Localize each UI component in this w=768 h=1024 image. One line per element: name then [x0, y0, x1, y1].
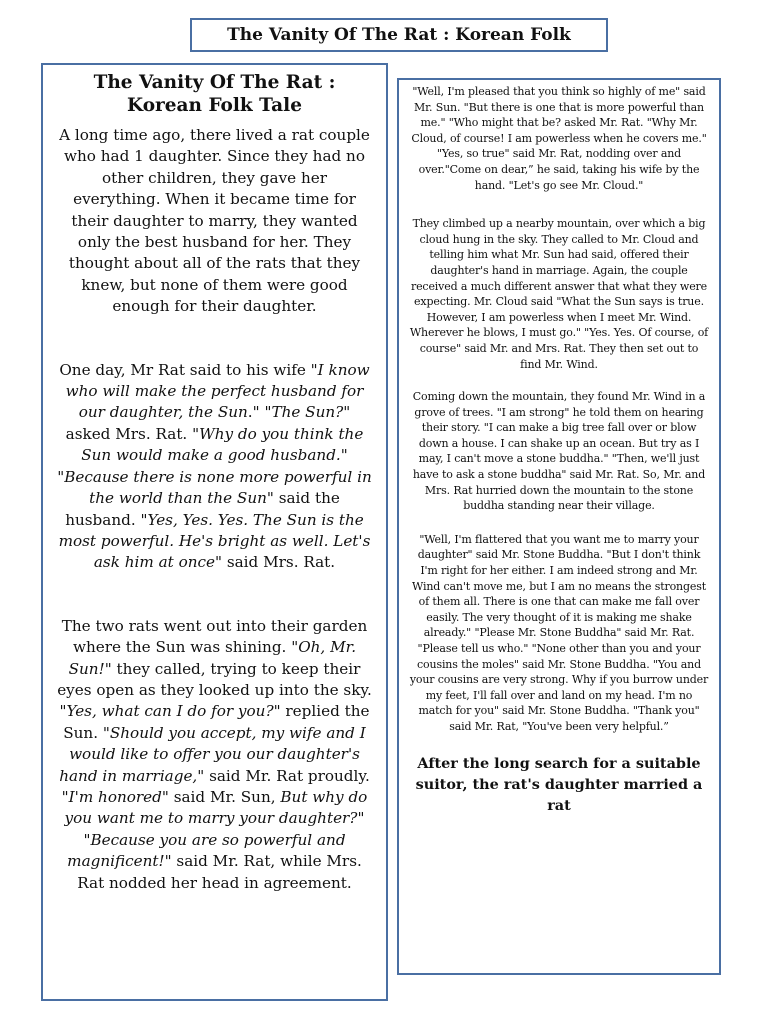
right-paragraph-3: Coming down the mountain, they found Mr. Wind in a grove of trees. "I am strong" he told them on hearing their story. "I can make a big tree fall over or blow down a house. I can shake up an ocean. But try as I may, I can't move a stone buddha." "Then, we'll just have to ask a stone buddha" said Mr. Rat. So, Mr. and Mrs. Rat hurried down the mountain to the stone buddha standing near their village. — [412, 390, 706, 513]
italic-text-segment: Because you are so powerful and magnificent! — [67, 830, 346, 871]
text-segment: " said Mrs. Rat. — [215, 553, 336, 572]
document-header — [190, 18, 608, 52]
italic-text-segment: But why do you want me to marry your daughter? — [64, 787, 368, 828]
italic-text-segment: I know who will make the perfect husband for our daughter, the Sun — [65, 360, 370, 422]
text-segment: " said Mr. Sun, — [161, 787, 281, 806]
left-paragraph-1: A long time ago, there lived a rat couple who had 1 daughter. Since they had no other children, they gave her everything. When it became time for their daughter to marry, they wanted only the best husband for her. They thought about all of the rats that they knew, but none of them were good enough for their daughter. — [59, 126, 370, 316]
text-segment: " said Mr. Rat proudly. " — [61, 766, 370, 806]
story-title: The Vanity Of The Rat : Korean Folk Tale — [93, 72, 336, 116]
text-segment: " " — [57, 446, 348, 486]
italic-text-segment: Because there is none more powerful in the world than the Sun — [64, 467, 372, 508]
left-paragraph-3 — [57, 616, 372, 894]
right-column — [397, 78, 721, 975]
left-paragraph-2 — [57, 360, 372, 574]
text-segment: ." " — [247, 403, 272, 422]
italic-text-segment: Yes, what can I do for you? — [66, 702, 274, 721]
right-paragraph-4: "Well, I'm flattered that you want me to marry your daughter" said Mr. Stone Buddha. "But I don't think I'm right for her either. I am indeed strong and Mr. Wind can't move me, but I am no means the strongest of them all. There is one that can make me fall over easily. The very thought of it is making me shake already." "Please Mr. Stone Buddha" said Mr. Rat. "Please tell us who." "None other than you and your cousins the moles" said Mr. Stone Buddha. "You and your cousins are very strong. Why if you burrow under my feet, I'll fall over and land on my head. I'm no match for you" said Mr. Stone Buddha. "Thank you" said Mr. Rat, "You've been very helpful.” — [409, 532, 709, 733]
text-segment: " said Mr. Rat, while Mrs. Rat nodded her head in agreement. — [77, 852, 362, 892]
text-segment: " " — [83, 809, 365, 849]
right-paragraph-1: "Well, I'm pleased that you think so highly of me" said Mr. Sun. "But there is one that is more powerful than me." "Who might that be? asked Mr. Rat. "Why Mr. Cloud, of course! I am powerless when he covers me." "Yes, so true" said Mr. Rat, nodding over and over."Come on dear,” he said, taking his wife by the hand. "Let's go see Mr. Cloud." — [411, 85, 707, 192]
italic-text-segment: The Sun? — [271, 403, 344, 422]
story-ending: After the long search for a suitable suitor, the rat's daughter married a rat — [415, 754, 703, 815]
text-segment: " replied the Sun. " — [63, 702, 370, 742]
text-segment: " they called, trying to keep their eyes open as they looked up into the sky. " — [57, 659, 372, 721]
text-segment: " said the husband. " — [65, 489, 340, 529]
italic-text-segment: Why do you think the Sun would make a good husband. — [81, 424, 364, 465]
text-segment: The two rats went out into their garden where the Sun was shining. " — [61, 616, 368, 657]
header-title: The Vanity Of The Rat : Korean Folk — [227, 25, 571, 45]
right-paragraph-2: They climbed up a nearby mountain, over which a big cloud hung in the sky. They called to Mr. Cloud and telling him what Mr. Sun had said, offered their daughter's hand in marriage. Again, the couple received a much different answer that what they were expecting. Mr. Cloud said "What the Sun says is true. However, I am powerless when I meet Mr. Wind. Wherever he blows, I must go." "Yes. Yes. Of course, of course" said Mr. and Mrs. Rat. They then set out to find Mr. Wind. — [409, 217, 709, 371]
italic-text-segment: Oh, Mr. Sun! — [68, 638, 357, 678]
text-segment: " asked Mrs. Rat. " — [65, 403, 351, 443]
left-column — [41, 63, 388, 1001]
italic-text-segment: Should you accept, my wife and I would like to offer you our daughter's hand in marriage, — [59, 723, 366, 785]
italic-text-segment: I'm honored — [68, 787, 162, 806]
italic-text-segment: Yes, Yes. Yes. The Sun is the most powerful. He's bright as well. Let's ask him at once — [58, 510, 371, 572]
text-segment: One day, Mr Rat said to his wife " — [59, 360, 318, 379]
